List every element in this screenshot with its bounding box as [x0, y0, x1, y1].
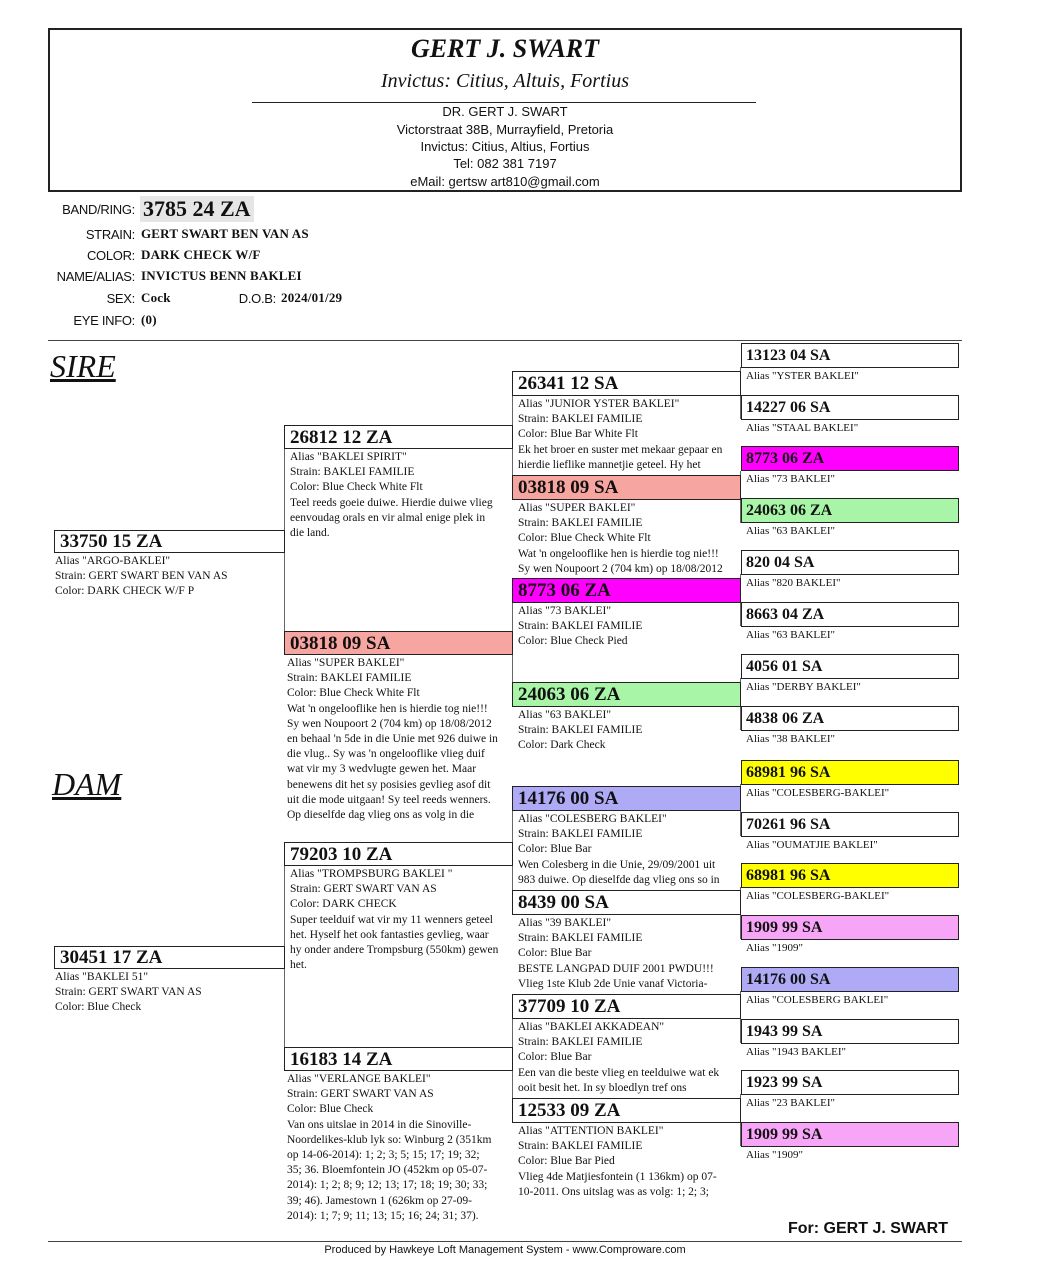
- contact-line: Invictus: Citius, Altius, Fortius: [420, 139, 590, 154]
- pedigree-band: 1923 99 SA: [741, 1070, 959, 1095]
- header-rule: [252, 102, 756, 103]
- pedigree-band: 33750 15 ZA: [54, 530, 285, 553]
- alias-label: NAME/ALIAS:: [56, 269, 135, 284]
- pedigree-alias: Alias "COLESBERG BAKLEI": [746, 994, 889, 1006]
- owner-name: GERT J. SWART: [410, 34, 600, 63]
- contact-line: Tel: 082 381 7197: [453, 156, 557, 171]
- pedigree-band: 30451 17 ZA: [54, 946, 285, 969]
- pedigree-band: 13123 04 SA: [741, 343, 959, 368]
- pedigree-details: Alias "63 BAKLEI" Strain: BAKLEI FAMILIE Color: Dark Check: [518, 709, 643, 752]
- sire-heading: SIRE: [50, 348, 116, 384]
- header-box: [48, 28, 962, 192]
- pedigree-details: Alias "JUNIOR YSTER BAKLEI" Strain: BAKLEI FAMILIE Color: Blue Bar White Flt Ek het broer en suster met mekaar gepaar en hierdie lieflike mannetjie geteel. Hy het: [518, 398, 723, 471]
- pedigree-band: 8439 00 SA: [512, 890, 741, 915]
- sex-value: Cock: [141, 290, 171, 305]
- pedigree-band: 24063 06 ZA: [512, 682, 741, 707]
- contact-line: eMail: gertsw art810@gmail.com: [410, 174, 600, 189]
- pedigree-details: Alias "BAKLEI 51" Strain: GERT SWART VAN AS Color: Blue Check: [55, 971, 202, 1014]
- pedigree-band: 26341 12 SA: [512, 371, 741, 396]
- contact-line: Victorstraat 38B, Murrayfield, Pretoria: [396, 122, 614, 137]
- pedigree-band: 79203 10 ZA: [284, 842, 513, 866]
- pedigree-band: 26812 12 ZA: [284, 425, 513, 449]
- pedigree-details: Alias "BAKLEI SPIRIT" Strain: BAKLEI FAMILIE Color: Blue Check White Flt Teel reeds goeie duiwe. Hierdie duiwe vlieg eenvoudag orals en vir almal enige plek in die land.: [290, 451, 493, 540]
- pedigree-band: 12533 09 ZA: [512, 1098, 741, 1123]
- dob-value: 2024/01/29: [281, 290, 343, 305]
- dam-heading: DAM: [52, 766, 122, 802]
- pedigree-band: 1909 99 SA: [741, 915, 959, 940]
- pedigree-details: Alias "73 BAKLEI" Strain: BAKLEI FAMILIE Color: Blue Check Pied: [518, 605, 643, 648]
- pedigree-alias: Alias "23 BAKLEI": [746, 1097, 836, 1109]
- owner-footer: For: GERT J. SWART: [788, 1220, 948, 1237]
- pedigree-alias: Alias "COLESBERG-BAKLEI": [746, 787, 890, 799]
- dob-label: D.O.B:: [238, 291, 276, 306]
- producer-credit: Produced by Hawkeye Loft Management System - www.Comproware.com: [324, 1244, 686, 1256]
- pedigree-band: 16183 14 ZA: [284, 1047, 513, 1071]
- band-label: BAND/RING:: [62, 202, 135, 217]
- pedigree-band: 1909 99 SA: [741, 1122, 959, 1147]
- pedigree-details: Alias "SUPER BAKLEI" Strain: BAKLEI FAMILIE Color: Blue Check White Flt Wat 'n ongelooflike hen is hierdie tog nie!!! Sy wen Noupoort 2 (704 km) op 18/08/2012 en behaal 'n 5de in die Unie met 926 duiwe in die vlug.. Sy was 'n ongelooflike vlieg duif wat vir my 3 wedvlugte gewen het. Maar benewens dit het sy posisies gevlieg asof dit uit die mode uitgaan! Sy teel reeds wenners. Op dieselfde dag vlieg ons as volg in die: [287, 657, 498, 822]
- pedigree-alias: Alias "1909": [746, 1149, 803, 1161]
- divider: [48, 340, 962, 341]
- owner-motto: Invictus: Citius, Altuis, Fortius: [381, 70, 629, 92]
- pedigree-band: 820 04 SA: [741, 550, 959, 575]
- pedigree-alias: Alias "COLESBERG-BAKLEI": [746, 890, 890, 902]
- color-value: DARK CHECK W/F: [141, 247, 261, 262]
- pedigree-details: Alias "39 BAKLEI" Strain: BAKLEI FAMILIE Color: Blue Bar BESTE LANGPAD DUIF 2001 PWDU!!! Vlieg 1ste Klub 2de Unie vanaf Victoria-: [518, 917, 714, 990]
- pedigree-band: 68981 96 SA: [741, 863, 959, 888]
- eye-label: EYE INFO:: [73, 313, 135, 328]
- pedigree-alias: Alias "DERBY BAKLEI": [746, 681, 861, 693]
- pedigree-details: Alias "COLESBERG BAKLEI" Strain: BAKLEI FAMILIE Color: Blue Bar Wen Colesberg in die Unie, 29/09/2001 uit 983 duiwe. Op dieselfde dag vlieg ons so in: [518, 813, 720, 886]
- strain-label: STRAIN:: [85, 227, 135, 242]
- pedigree-band: 14176 00 SA: [512, 786, 741, 811]
- pedigree-band: 1943 99 SA: [741, 1019, 959, 1044]
- alias-value: INVICTUS BENN BAKLEI: [141, 268, 302, 283]
- pedigree-band: 14176 00 SA: [741, 967, 959, 992]
- pedigree-details: Alias "ATTENTION BAKLEI" Strain: BAKLEI FAMILIE Color: Blue Bar Pied Vlieg 4de Matjiesfontein (1 136km) op 07- 10-2011. Ons uitslag was as volg: 1; 2; 3;: [518, 1125, 717, 1198]
- pedigree-details: Alias "SUPER BAKLEI" Strain: BAKLEI FAMILIE Color: Blue Check White Flt Wat 'n ongelooflike hen is hierdie tog nie!!! Sy wen Noupoort 2 (704 km) op 18/08/2012: [518, 502, 723, 575]
- pedigree-details: Alias "VERLANGE BAKLEI" Strain: GERT SWART VAN AS Color: Blue Check Van ons uitslae in 2014 in die Sinoville- Noordelikes-klub lyk so: Winburg 2 (351km op 14-06-2014): 1; 2; 3; 5; 15; 17; 19; 32; 35; 36. Bloemfontein JO (452km op 05-07- 2014): 1; 2; 8; 9; 12; 13; 17; 18; 19; 30; 33; 39; 46). Jamestown 1 (626km op 27-09- 2014): 1; 7; 9; 11; 13; 15; 16; 24; 31; 37).: [287, 1073, 492, 1222]
- sex-label: SEX:: [106, 291, 135, 306]
- pedigree-details: Alias "BAKLEI AKKADEAN" Strain: BAKLEI FAMILIE Color: Blue Bar Een van die beste vlieg en teelduiwe wat ek ooit besit het. In sy bloedlyn tref ons: [518, 1021, 720, 1094]
- color-label: COLOR:: [86, 248, 135, 263]
- eye-value: (0): [141, 312, 157, 327]
- pedigree-band: 03818 09 SA: [512, 475, 741, 500]
- band-number: 3785 24 ZA: [140, 196, 254, 222]
- pedigree-alias: Alias "820 BAKLEI": [746, 577, 841, 589]
- pedigree-details: Alias "TROMPSBURG BAKLEI " Strain: GERT SWART VAN AS Color: DARK CHECK Super teelduif wat vir my 11 wenners geteel het. Hyself het ook fantasties gevlieg, waar hy onder andere Trompsburg (550km) gewen het.: [290, 868, 499, 972]
- pedigree-band: 37709 10 ZA: [512, 994, 741, 1019]
- pedigree-band: 8773 06 ZA: [741, 446, 959, 471]
- pedigree-band: 03818 09 SA: [284, 631, 513, 655]
- pedigree-alias: Alias "YSTER BAKLEI": [746, 370, 859, 382]
- pedigree-details: Alias "ARGO-BAKLEI" Strain: GERT SWART BEN VAN AS Color: DARK CHECK W/F P: [55, 555, 228, 598]
- pedigree-alias: Alias "63 BAKLEI": [746, 629, 836, 641]
- pedigree-alias: Alias "73 BAKLEI": [746, 473, 836, 485]
- pedigree-alias: Alias "63 BAKLEI": [746, 525, 836, 537]
- pedigree-band: 24063 06 ZA: [741, 498, 959, 523]
- pedigree-band: 8773 06 ZA: [512, 578, 741, 603]
- footer-divider: [48, 1241, 962, 1242]
- strain-value: GERT SWART BEN VAN AS: [141, 226, 309, 241]
- pedigree-band: 4056 01 SA: [741, 654, 959, 679]
- pedigree-band: 8663 04 ZA: [741, 602, 959, 627]
- pedigree-alias: Alias "38 BAKLEI": [746, 733, 836, 745]
- pedigree-alias: Alias "STAAL BAKLEI": [746, 422, 859, 434]
- pedigree-band: 68981 96 SA: [741, 760, 959, 785]
- pedigree-band: 70261 96 SA: [741, 812, 959, 837]
- pedigree-alias: Alias "1943 BAKLEI": [746, 1046, 847, 1058]
- pedigree-band: 4838 06 ZA: [741, 706, 959, 731]
- pedigree-alias: Alias "1909": [746, 942, 803, 954]
- pedigree-band: 14227 06 SA: [741, 395, 959, 420]
- pedigree-alias: Alias "OUMATJIE BAKLEI": [746, 839, 878, 851]
- contact-line: DR. GERT J. SWART: [442, 104, 568, 119]
